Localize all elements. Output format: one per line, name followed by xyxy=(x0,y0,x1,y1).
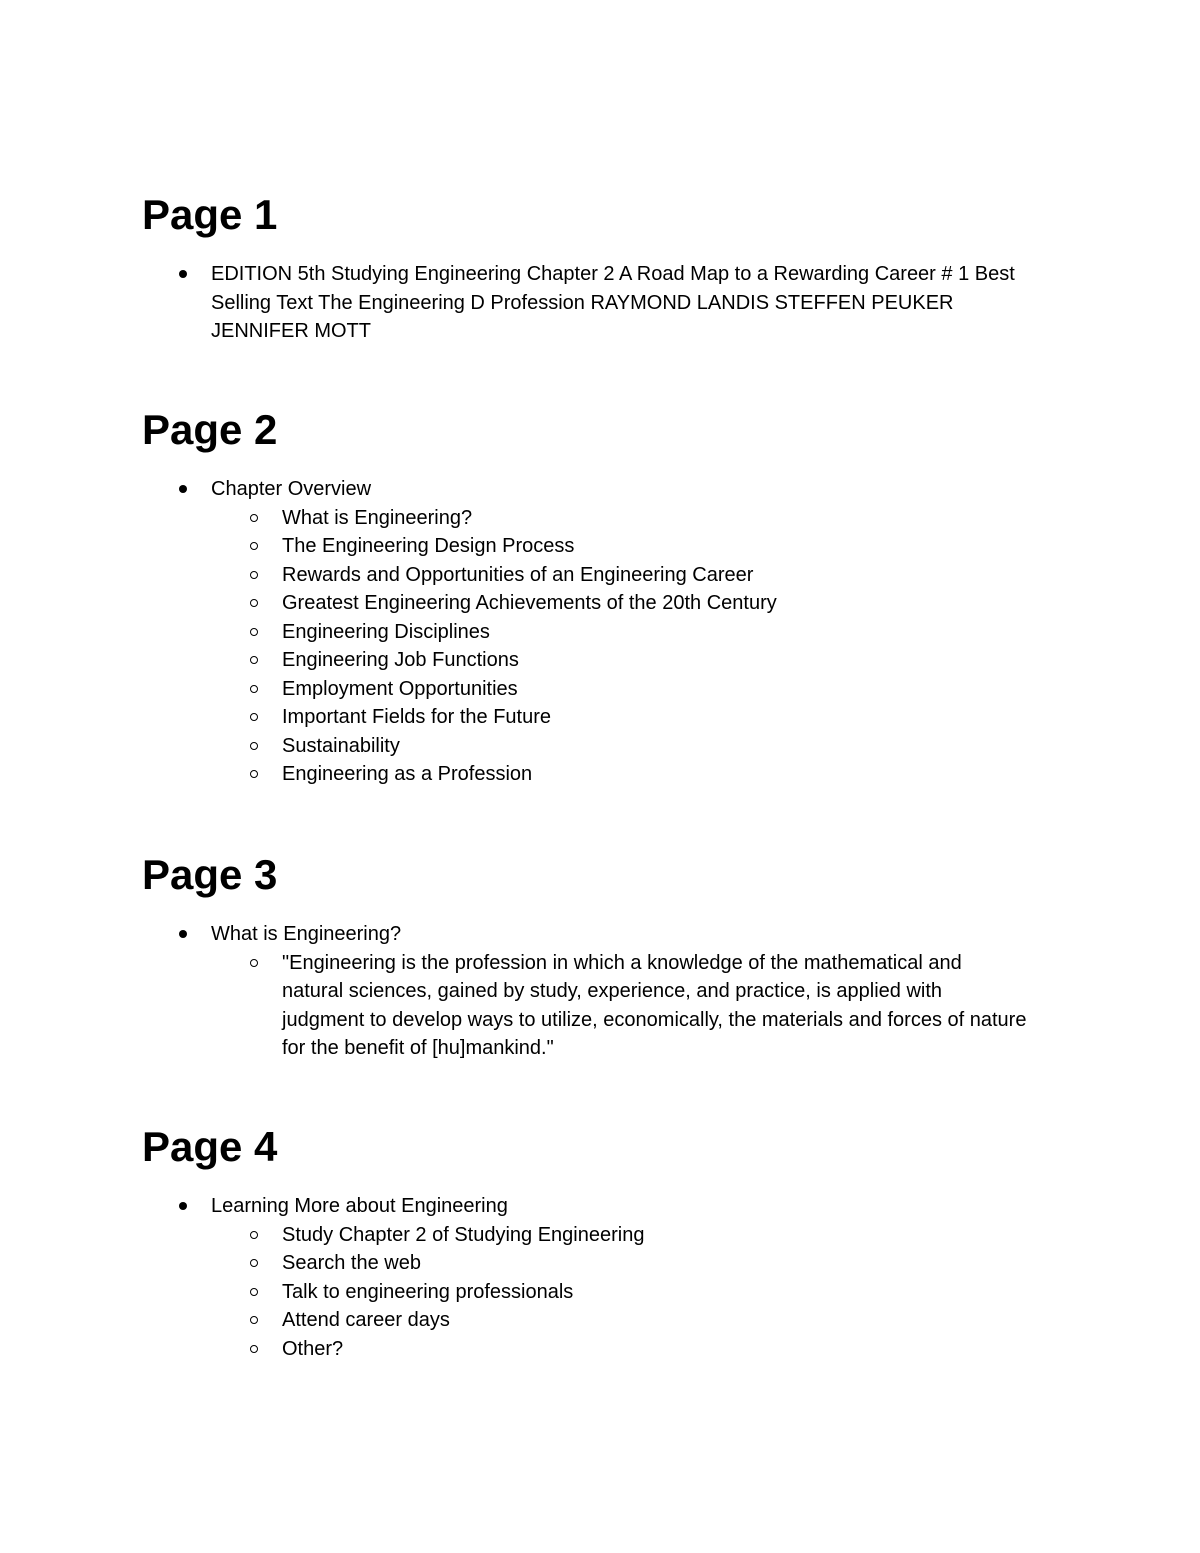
section-page-3 xyxy=(142,849,1042,1063)
quote-text: "Engineering is the profession in which a knowledge of the mathematical and natural sciences, gained by study, experience, and practice, is applied with judgment to develop ways to utilize, economically, the materials and forces of nature for the benefit of [hu]mankind." xyxy=(282,951,1027,1059)
sub-list-item xyxy=(142,732,1042,761)
section-heading: Page 4 xyxy=(142,1123,278,1170)
list-item-text: Learning More about Engineering xyxy=(211,1195,508,1217)
sub-list xyxy=(211,1221,1042,1364)
sub-list-item xyxy=(142,949,1042,1063)
hollow-bullet-icon xyxy=(250,959,258,967)
list-item-text: What is Engineering? xyxy=(211,923,402,945)
sub-list-item-text: What is Engineering? xyxy=(282,506,473,529)
sub-list-item-text: Rewards and Opportunities of an Engineering Career xyxy=(282,563,754,586)
sub-list xyxy=(211,504,1042,789)
bullet-list xyxy=(142,475,1042,789)
hollow-bullet-icon xyxy=(250,770,258,778)
sub-list-item xyxy=(142,1335,1042,1364)
sub-list xyxy=(211,949,1042,1063)
hollow-bullet-icon xyxy=(250,1231,258,1239)
section-page-2 xyxy=(142,404,1042,789)
sub-list-item-text: Engineering Job Functions xyxy=(282,649,519,671)
sub-list-item xyxy=(142,589,1042,618)
hollow-bullet-icon xyxy=(250,514,258,522)
section-heading: Page 2 xyxy=(142,406,278,453)
bullet-icon xyxy=(179,930,187,938)
sub-list-item-text: Greatest Engineering Achievements of the 20th Century xyxy=(282,592,777,614)
section-page-4 xyxy=(142,1121,1042,1363)
bullet-icon xyxy=(179,1202,187,1210)
sub-list-item xyxy=(142,703,1042,732)
bullet-list xyxy=(142,260,1042,346)
sub-list-item-text: Engineering as a Profession xyxy=(282,763,533,785)
bullet-icon xyxy=(179,485,187,493)
bullet-list xyxy=(142,920,1042,1063)
sub-list-item-text: Engineering Disciplines xyxy=(282,620,490,643)
sub-list-item xyxy=(142,618,1042,647)
hollow-bullet-icon xyxy=(250,713,258,721)
list-item xyxy=(142,475,1042,789)
sub-list-item xyxy=(142,760,1042,789)
hollow-bullet-icon xyxy=(250,1288,258,1296)
sub-list-item-text: The Engineering Design Process xyxy=(282,535,575,557)
sub-list-item-text: Sustainability xyxy=(282,734,400,757)
list-item xyxy=(142,260,1042,346)
hollow-bullet-icon xyxy=(250,1316,258,1324)
section-heading: Page 1 xyxy=(142,191,278,238)
hollow-bullet-icon xyxy=(250,656,258,664)
hollow-bullet-icon xyxy=(250,599,258,607)
sub-list-item xyxy=(142,1249,1042,1278)
hollow-bullet-icon xyxy=(250,1259,258,1267)
list-item xyxy=(142,920,1042,1063)
bullet-list xyxy=(142,1192,1042,1363)
sub-list-item-text: Study Chapter 2 of Studying Engineering xyxy=(282,1223,645,1246)
sub-list-item xyxy=(142,1221,1042,1250)
sub-list-item-text: Talk to engineering professionals xyxy=(282,1280,574,1303)
hollow-bullet-icon xyxy=(250,628,258,636)
hollow-bullet-icon xyxy=(250,542,258,550)
hollow-bullet-icon xyxy=(250,571,258,579)
sub-list-item-text: Search the web xyxy=(282,1252,421,1274)
sub-list-item xyxy=(142,532,1042,561)
sub-list-item xyxy=(142,1278,1042,1307)
hollow-bullet-icon xyxy=(250,685,258,693)
sub-list-item xyxy=(142,646,1042,675)
list-item-text: Chapter Overview xyxy=(211,478,372,500)
sub-list-item-text: Other? xyxy=(282,1337,344,1360)
section-heading: Page 3 xyxy=(142,851,278,898)
sub-list-item xyxy=(142,504,1042,533)
list-item-text: EDITION 5th Studying Engineering Chapter 2 A Road Map to a Rewarding Career # 1 Best Selling Text The Engineering D Profession RAYMOND LANDIS STEFFEN PEUKER JENNIFER MOTT xyxy=(211,263,1015,342)
hollow-bullet-icon xyxy=(250,1345,258,1353)
sub-list-item xyxy=(142,675,1042,704)
sub-list-item xyxy=(142,561,1042,590)
bullet-icon xyxy=(179,270,187,278)
list-item xyxy=(142,1192,1042,1363)
section-page-1 xyxy=(142,189,1042,346)
sub-list-item xyxy=(142,1306,1042,1335)
hollow-bullet-icon xyxy=(250,742,258,750)
sub-list-item-text: Employment Opportunities xyxy=(282,677,518,700)
sub-list-item-text: Important Fields for the Future xyxy=(282,706,552,728)
sub-list-item-text: Attend career days xyxy=(282,1309,450,1331)
